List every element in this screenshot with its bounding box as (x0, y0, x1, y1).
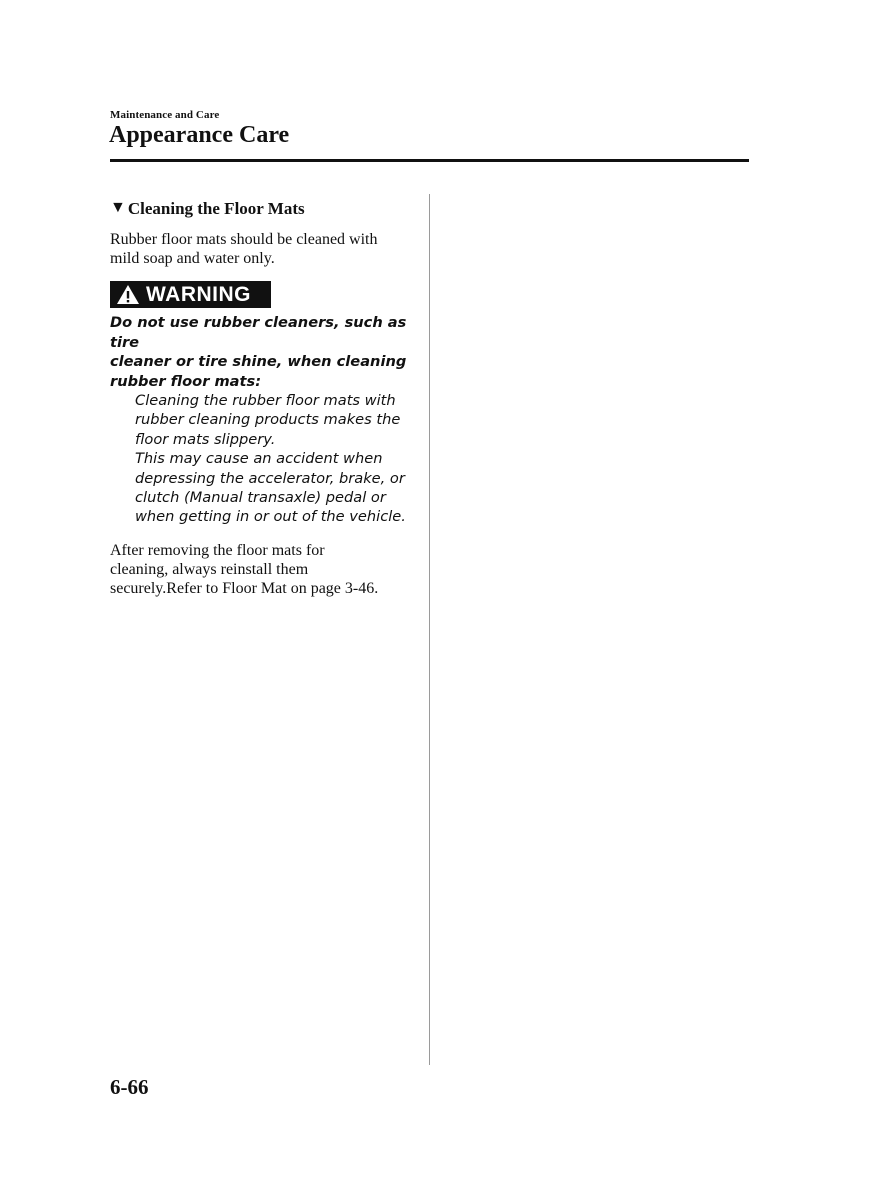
intro-paragraph (110, 230, 410, 268)
intro-line: mild soap and water only. (110, 250, 275, 267)
warning-body-line: depressing the accelerator, brake, or (135, 469, 405, 487)
warning-body-line: floor mats slippery. (135, 430, 276, 448)
warning-triangle-icon (116, 284, 140, 305)
section-heading (110, 198, 410, 220)
closing-line: cleaning, always reinstall them (110, 560, 309, 578)
section-label: Maintenance and Care (110, 109, 220, 121)
page-title: Appearance Care (109, 122, 290, 148)
warning-body-line: This may cause an accident when (135, 450, 383, 468)
page-number: 6-66 (110, 1075, 149, 1099)
warning-body-line: clutch (Manual transaxle) pedal or (135, 489, 386, 507)
closing-line: securely.Refer to Floor Mat on page 3-46. (110, 579, 379, 597)
left-column (110, 198, 410, 598)
warning-body-line: when getting in or out of the vehicle. (135, 508, 406, 526)
section-heading-text: Cleaning the Floor Mats (127, 199, 305, 218)
warning-lead-line: Do not use rubber cleaners, such as tire (110, 314, 407, 351)
intro-line: Rubber floor mats should be cleaned with (110, 231, 378, 248)
warning-lead-line: rubber floor mats: (110, 372, 262, 390)
warning-lead (110, 313, 410, 391)
warning-badge (110, 281, 271, 308)
warning-lead-line: cleaner or tire shine, when cleaning (110, 353, 407, 370)
closing-line: After removing the floor mats for (110, 541, 325, 559)
heading-marker-icon: ▼ (110, 199, 126, 216)
warning-body-line: rubber cleaning products makes the (135, 411, 401, 429)
warning-body-line: Cleaning the rubber floor mats with (135, 392, 396, 409)
title-rule (110, 159, 749, 162)
column-divider (429, 194, 430, 1065)
closing-paragraph (110, 541, 410, 598)
warning-body (135, 391, 410, 527)
warning-label: WARNING (146, 282, 251, 306)
